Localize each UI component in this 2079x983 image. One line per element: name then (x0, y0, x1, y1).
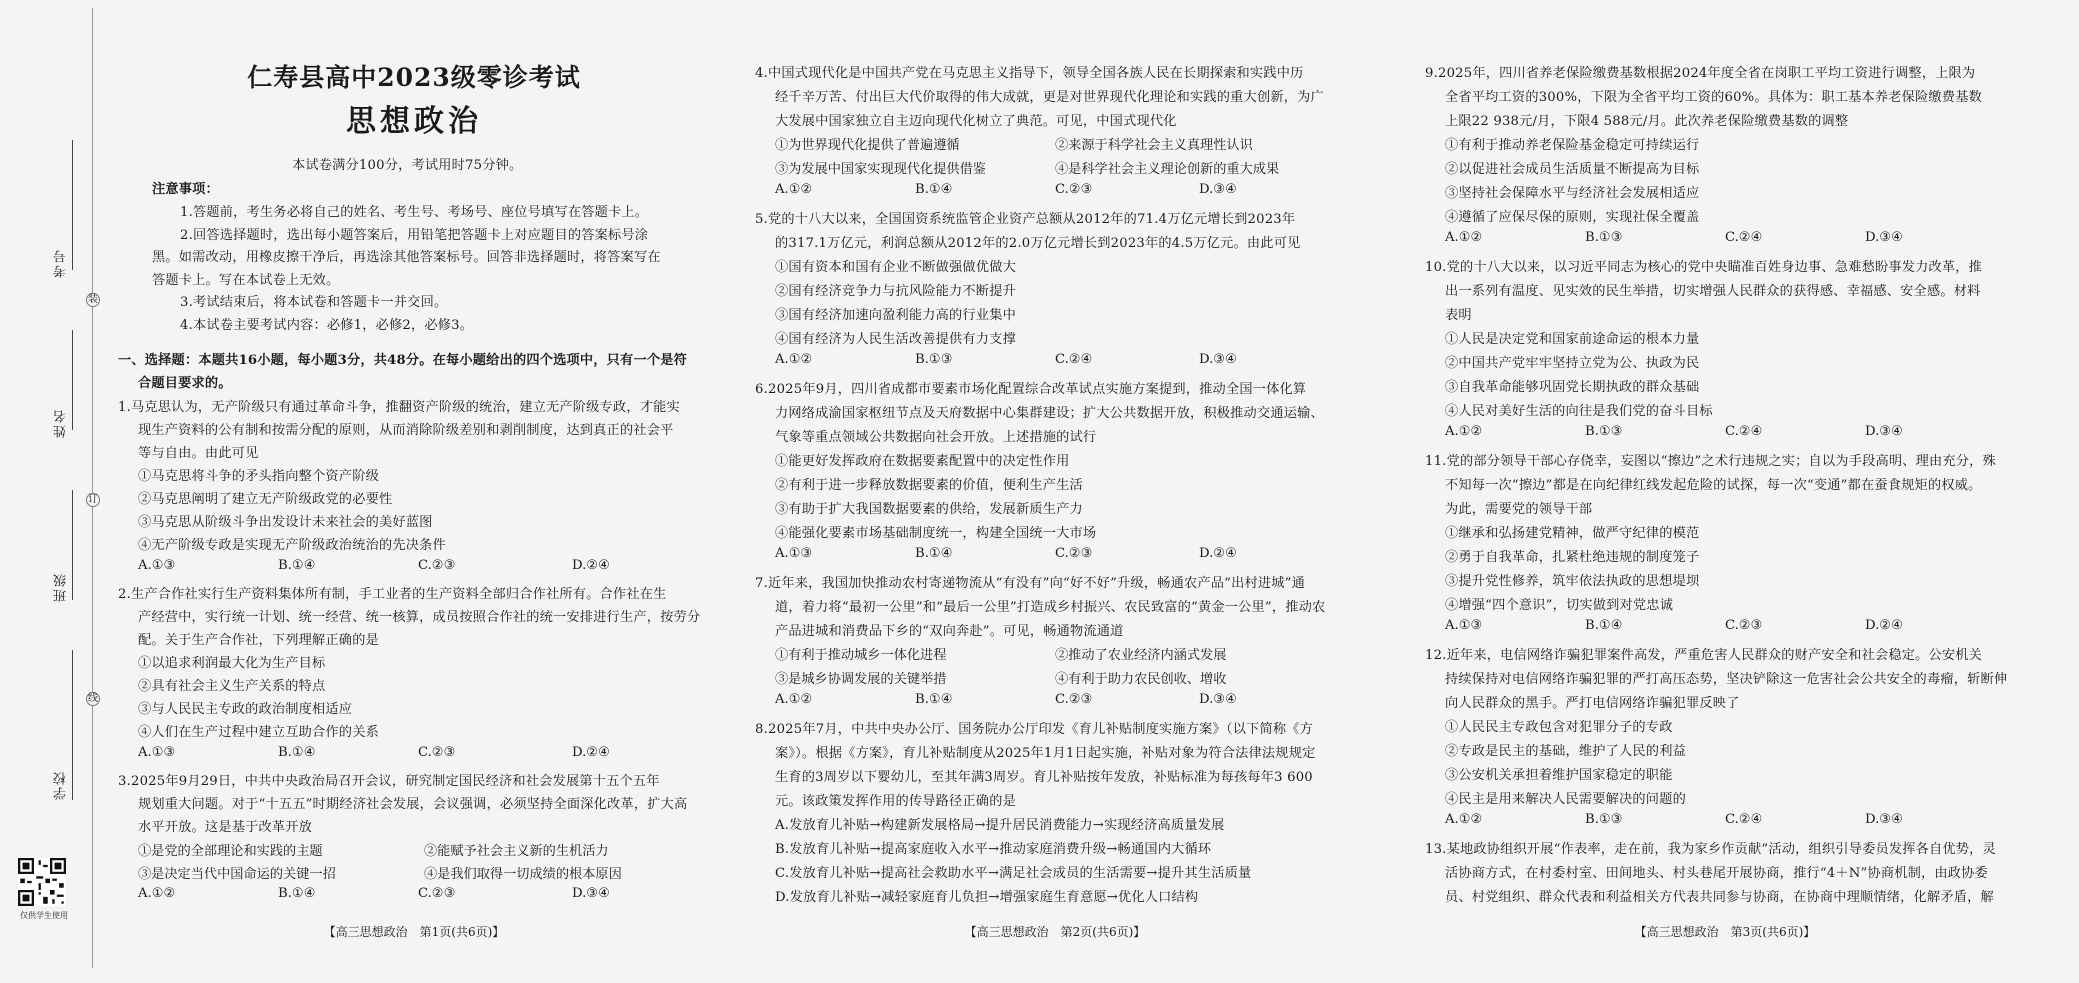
option[interactable]: D.③④ (1199, 352, 1237, 367)
question-line: 力网络成渝国家枢纽节点及天府数据中心集群建设；扩大公共数据开放，积极推动交通运输、 (775, 406, 1324, 421)
statement: ②国有经济竞争力与抗风险能力不断提升 (775, 284, 1016, 299)
question-line: 员、村党组织、群众代表和利益相关方代表共同参与协商，在协商中理顺情绪，化解矛盾，解 (1445, 890, 1994, 905)
section-heading: 合题目要求的。 (138, 376, 232, 391)
question-line: 向人民群众的黑手。严打电信网络诈骗犯罪反映了 (1445, 696, 1740, 711)
statement: ③坚持社会保障水平与经济社会发展相适应 (1445, 186, 1700, 201)
option[interactable]: C.②③ (418, 886, 456, 901)
statement: ①为世界现代化提供了普遍遵循 (775, 138, 960, 153)
exam-title: 仁寿县高中2023级零诊考试 (247, 63, 581, 92)
option[interactable]: C.②③ (1055, 692, 1093, 707)
statement: ①人民民主专政包含对犯罪分子的专政 (1445, 720, 1673, 735)
option[interactable]: B.①③ (1585, 424, 1623, 439)
statement: ④人们在生产过程中建立互助合作的关系 (138, 725, 379, 740)
option[interactable]: D.②④ (1865, 618, 1903, 633)
statement: ④无产阶级专政是实现无产阶级政治统治的先决条件 (138, 538, 446, 553)
question-line: 11.党的部分领导干部心存侥幸，妄图以“擦边”之术行违规之实；自以为手段高明、理由充分，殊 (1425, 454, 1996, 469)
question-line: 出一系列有温度、见实效的民生举措，切实增强人民群众的获得感、幸福感、安全感。材料 (1445, 284, 1981, 299)
option[interactable]: B.①④ (278, 886, 316, 901)
page-1 (118, 0, 710, 983)
option[interactable]: B.①③ (1585, 812, 1623, 827)
statement: ③自我革命能够巩固党长期执政的群众基础 (1445, 380, 1700, 395)
subject-title: 思想政治 (346, 104, 482, 139)
statement: ④民主是用来解决人民需要解决的问题的 (1445, 792, 1686, 807)
option[interactable]: D.③④ (1199, 182, 1237, 197)
question-line: 12.近年来，电信网络诈骗犯罪案件高发，严重危害人民群众的财产安全和社会稳定。公安机关 (1425, 648, 1983, 663)
option[interactable]: A.①② (1445, 230, 1483, 245)
statement: ②专政是民主的基础，维护了人民的利益 (1445, 744, 1686, 759)
option[interactable]: C.②③ (418, 745, 456, 760)
school-label: 学校 (54, 770, 69, 800)
question-line: 元。该政策发挥作用的传导路径正确的是 (775, 794, 1016, 809)
question-line: 产品进城和消费品下乡的“双向奔赴”。可见，畅通物流通道 (775, 624, 1124, 639)
name-label: 姓名 (54, 408, 69, 438)
option[interactable]: D.③④ (1199, 692, 1237, 707)
page-footer: 【高三思想政治 第1页(共6页)】 (323, 925, 505, 939)
question-line: 规划重大问题。对于“十五五”时期经济社会发展，会议强调，必须坚持全面深化改革，扩大高 (138, 797, 688, 812)
question-line: 7.近年来，我国加快推动农村寄递物流从“有没有”向“好不好”升级，畅通农产品“出村进城”通 (755, 576, 1305, 591)
option[interactable]: C.②③ (1055, 546, 1093, 561)
option[interactable]: A.①② (1445, 424, 1483, 439)
option[interactable]: D.③④ (572, 886, 610, 901)
question-line: 上限22 938元/月，下限4 588元/月。此次养老保险缴费基数的调整 (1445, 114, 1849, 129)
option[interactable]: C.②④ (1725, 424, 1763, 439)
section-heading: 一、选择题：本题共16小题，每小题3分，共48分。在每小题给出的四个选项中，只有一个是符 (118, 353, 687, 368)
statement: ①继承和弘扬建党精神，做严守纪律的模范 (1445, 526, 1700, 541)
statement: ②马克思阐明了建立无产阶级政党的必要性 (138, 492, 393, 507)
statement: ①能更好发挥政府在数据要素配置中的决定性作用 (775, 454, 1070, 469)
statement: ②具有社会主义生产关系的特点 (138, 679, 326, 694)
question-line: 道，着力将“最初一公里”和“最后一公里”打造成乡村振兴、农民致富的“黄金一公里”，推动农 (775, 600, 1326, 615)
question-line: 3.2025年9月29日，中共中央政治局召开会议，研究制定国民经济和社会发展第十五个五年 (118, 774, 660, 789)
note-line: 4.本试卷主要考试内容：必修1，必修2，必修3。 (180, 318, 474, 333)
question-line: 表明 (1445, 308, 1472, 323)
statement: ④是我们取得一切成绩的根本原因 (424, 867, 622, 882)
option[interactable]: C.②④ (1055, 352, 1093, 367)
question-line: 5.党的十八大以来，全国国资系统监管企业资产总额从2012年的71.4万亿元增长到2023年 (755, 212, 1296, 227)
statement: ③提升党性修养，筑牢依法执政的思想堤坝 (1445, 574, 1700, 589)
binding-dashed-line (92, 8, 93, 968)
note-line: 3.考试结束后，将本试卷和答题卡一并交回。 (180, 295, 448, 310)
option[interactable]: B.①④ (915, 546, 953, 561)
option[interactable]: C.②③ (1725, 618, 1763, 633)
option[interactable]: C.②③ (1055, 182, 1093, 197)
option[interactable]: A.①③ (138, 745, 176, 760)
school-line (72, 650, 73, 800)
note-line: 答题卡上。写在本试卷上无效。 (152, 273, 340, 288)
option[interactable]: D.发放育儿补贴→减轻家庭育儿负担→增强家庭生育意愿→优化人口结构 (775, 890, 1199, 905)
notes-heading: 注意事项： (152, 182, 219, 197)
exam-no-line (72, 140, 73, 270)
statement: ②有利于进一步释放数据要素的价值，便利生产生活 (775, 478, 1083, 493)
qr-caption: 仅供学生使用 (20, 911, 68, 920)
question-line: 4.中国式现代化是中国共产党在马克思主义指导下，领导全国各族人民在长期探索和实践中历 (755, 66, 1304, 81)
statement: ④是科学社会主义理论创新的重大成果 (1055, 162, 1280, 177)
statement: ③为发展中国家实现现代化提供借鉴 (775, 162, 986, 177)
option[interactable]: A.发放育儿补贴→构建新发展格局→提升居民消费能力→实现经济高质量发展 (775, 818, 1225, 833)
option[interactable]: A.①② (775, 692, 813, 707)
statement: ①国有资本和国有企业不断做强做优做大 (775, 260, 1016, 275)
statement: ①有利于推动养老保险基金稳定可持续运行 (1445, 138, 1700, 153)
option[interactable]: A.①③ (1445, 618, 1483, 633)
option[interactable]: A.①③ (775, 546, 813, 561)
question-line: 水平开放。这是基于改革开放 (138, 820, 313, 835)
statement: ①人民是决定党和国家前途命运的根本力量 (1445, 332, 1700, 347)
question-line: 气象等重点领域公共数据向社会开放。上述措施的试行 (775, 430, 1097, 445)
question-line: 为此，需要党的领导干部 (1445, 502, 1593, 517)
statement: ④人民对美好生活的向往是我们党的奋斗目标 (1445, 404, 1713, 419)
statement: ①以追求利润最大化为生产目标 (138, 656, 326, 671)
option[interactable]: A.①② (138, 886, 176, 901)
option[interactable]: D.②④ (1199, 546, 1237, 561)
statement: ②能赋予社会主义新的生机活力 (424, 844, 609, 859)
note-line: 2.回答选择题时，选出每小题答案后，用铅笔把答题卡上对应题目的答案标号涂 (180, 228, 649, 243)
question-line: 的317.1万亿元，利润总额从2012年的2.0万亿元增长到2023年的4.5万亿元。由此可见 (775, 236, 1301, 251)
option[interactable]: B.①③ (1585, 230, 1623, 245)
statement: ③是决定当代中国命运的关键一招 (138, 867, 336, 882)
page-footer: 【高三思想政治 第3页(共6页)】 (1634, 925, 1816, 939)
statement: ③马克思从阶级斗争出发设计未来社会的美好蓝图 (138, 515, 433, 530)
question-line: 等与自由。由此可见 (138, 446, 259, 461)
option[interactable]: C.②④ (1725, 230, 1763, 245)
option[interactable]: C.发放育儿补贴→提高社会救助水平→满足社会成员的生活需要→提升其生活质量 (775, 866, 1252, 881)
binding-mark: 订 (88, 494, 98, 505)
statement: ③与人民民主专政的政治制度相适应 (138, 702, 353, 717)
option[interactable]: A.①② (775, 182, 813, 197)
page-2 (755, 0, 1355, 983)
statement: ③是城乡协调发展的关键举措 (775, 672, 947, 687)
note-line: 黑。如需改动，用橡皮擦干净后，再选涂其他答案标号。回答非选择题时，将答案写在 (152, 250, 661, 265)
option[interactable]: A.①③ (138, 558, 176, 573)
binding-mark: 线 (88, 693, 98, 704)
statement: ①有利于推动城乡一体化进程 (775, 648, 947, 663)
statement: ④国有经济为人民生活改善提供有力支撑 (775, 332, 1016, 347)
statement: ④增强“四个意识”，切实做到对党忠诚 (1445, 598, 1674, 613)
statement: ②勇于自我革命，扎紧杜绝违规的制度笼子 (1445, 550, 1700, 565)
question-line: 13.某地政协组织开展“作表率，走在前，我为家乡作贡献”活动，组织引导委员发挥各自优势，灵 (1425, 842, 1996, 857)
option[interactable]: A.①② (775, 352, 813, 367)
question-line: 经千辛万苦、付出巨大代价取得的伟大成就，更是对世界现代化理论和实践的重大创新，为广 (775, 90, 1324, 105)
statement: ②推动了农业经济内涵式发展 (1055, 648, 1227, 663)
question-line: 持续保持对电信网络诈骗犯罪的严打高压态势，坚决铲除这一危害社会公共安全的毒瘤，斩断伸 (1445, 672, 2008, 687)
option[interactable]: C.②④ (1725, 812, 1763, 827)
option[interactable]: D.②④ (572, 745, 610, 760)
statement: ④能强化要素市场基础制度统一，构建全国统一大市场 (775, 526, 1097, 541)
binding-margin (0, 0, 96, 983)
class-label: 班级 (54, 572, 69, 602)
question-line: 1.马克思认为，无产阶级只有通过革命斗争，推翻资产阶级的统治，建立无产阶级专政，才能实 (118, 400, 680, 415)
binding-mark: 装 (88, 294, 98, 305)
exam-info: 本试卷满分100分，考试用时75分钟。 (292, 158, 523, 173)
option[interactable]: B.①④ (278, 558, 316, 573)
option[interactable]: B.①④ (915, 692, 953, 707)
question-line: 2.生产合作社实行生产资料集体所有制，手工业者的生产资料全部归合作社所有。合作社在生 (118, 587, 667, 602)
statement: ③有助于扩大我国数据要素的供给，发展新质生产力 (775, 502, 1083, 517)
statement: ②来源于科学社会主义真理性认识 (1055, 138, 1253, 153)
question-line: 全省平均工资的300%，下限为全省平均工资的60%。具体为：职工基本养老保险缴费基数 (1445, 90, 1982, 105)
page-footer: 【高三思想政治 第2页(共6页)】 (964, 925, 1146, 939)
option[interactable]: B.①③ (915, 352, 953, 367)
option[interactable]: B.①④ (915, 182, 953, 197)
question-line: 大发展中国家独立自主迈向现代化树立了典范。可见，中国式现代化 (775, 114, 1177, 129)
page-3 (1425, 0, 2025, 983)
option[interactable]: B.①④ (278, 745, 316, 760)
question-line: 10.党的十八大以来，以习近平同志为核心的党中央瞄准百姓身边事、急难愁盼事发力改革，推 (1425, 260, 1983, 275)
question-line: 8.2025年7月，中共中央办公厅、国务院办公厅印发《育儿补贴制度实施方案》（以下简称《方 (755, 722, 1314, 737)
question-line: 案》）。根据《方案》，育儿补贴制度从2025年1月1日起实施，补贴对象为符合法律法规规定 (775, 746, 1316, 761)
statement: ①是党的全部理论和实践的主题 (138, 844, 323, 859)
option[interactable]: B.发放育儿补贴→提高家庭收入水平→推动家庭消费升级→畅通国内大循环 (775, 842, 1212, 857)
statement: ④遵循了应保尽保的原则，实现社保全覆盖 (1445, 210, 1700, 225)
option[interactable]: D.③④ (1865, 812, 1903, 827)
option[interactable]: D.③④ (1865, 230, 1903, 245)
class-line (72, 490, 73, 600)
statement: ④有利于助力农民创收、增收 (1055, 672, 1227, 687)
option[interactable]: A.①② (1445, 812, 1483, 827)
option[interactable]: C.②③ (418, 558, 456, 573)
question-line: 生育的3周岁以下婴幼儿，至其年满3周岁。育儿补贴按年发放，补贴标准为每孩每年3 600 (775, 770, 1313, 785)
question-line: 配。关于生产合作社，下列理解正确的是 (138, 633, 379, 648)
option[interactable]: D.②④ (572, 558, 610, 573)
qr-code (18, 858, 66, 906)
statement: ②以促进社会成员生活质量不断提高为目标 (1445, 162, 1700, 177)
question-line: 不知每一次“擦边”都是在向纪律红线发起危险的试探，每一次“变通”都在蚕食规矩的权威。 (1445, 478, 1982, 493)
question-line: 9.2025年，四川省养老保险缴费基数根据2024年度全省在岗职工平均工资进行调整，上限为 (1425, 66, 1976, 81)
question-line: 6.2025年9月，四川省成都市要素市场化配置综合改革试点实施方案提到，推动全国一体化算 (755, 382, 1307, 397)
note-line: 1.答题前，考生务必将自己的姓名、考生号、考场号、座位号填写在答题卡上。 (180, 205, 649, 220)
question-line: 现生产资料的公有制和按需分配的原则，从而消除阶级差别和剥削制度，达到真正的社会平 (138, 423, 674, 438)
exam-no-label: 考号 (54, 248, 69, 278)
option[interactable]: D.③④ (1865, 424, 1903, 439)
statement: ①马克思将斗争的矛头指向整个资产阶级 (138, 469, 379, 484)
option[interactable]: B.①④ (1585, 618, 1623, 633)
statement: ②中国共产党牢牢坚持立党为公、执政为民 (1445, 356, 1700, 371)
question-line: 活协商方式，在村委村室、田间地头、村头巷尾开展协商，推行“4＋N”协商机制，由政协委 (1445, 866, 1988, 881)
name-line (72, 330, 73, 430)
statement: ③公安机关承担着维护国家稳定的职能 (1445, 768, 1673, 783)
question-line: 产经营中，实行统一计划、统一经营、统一核算，成员按照合作社的统一安排进行生产，按劳分 (138, 610, 701, 625)
statement: ③国有经济加速向盈利能力高的行业集中 (775, 308, 1016, 323)
